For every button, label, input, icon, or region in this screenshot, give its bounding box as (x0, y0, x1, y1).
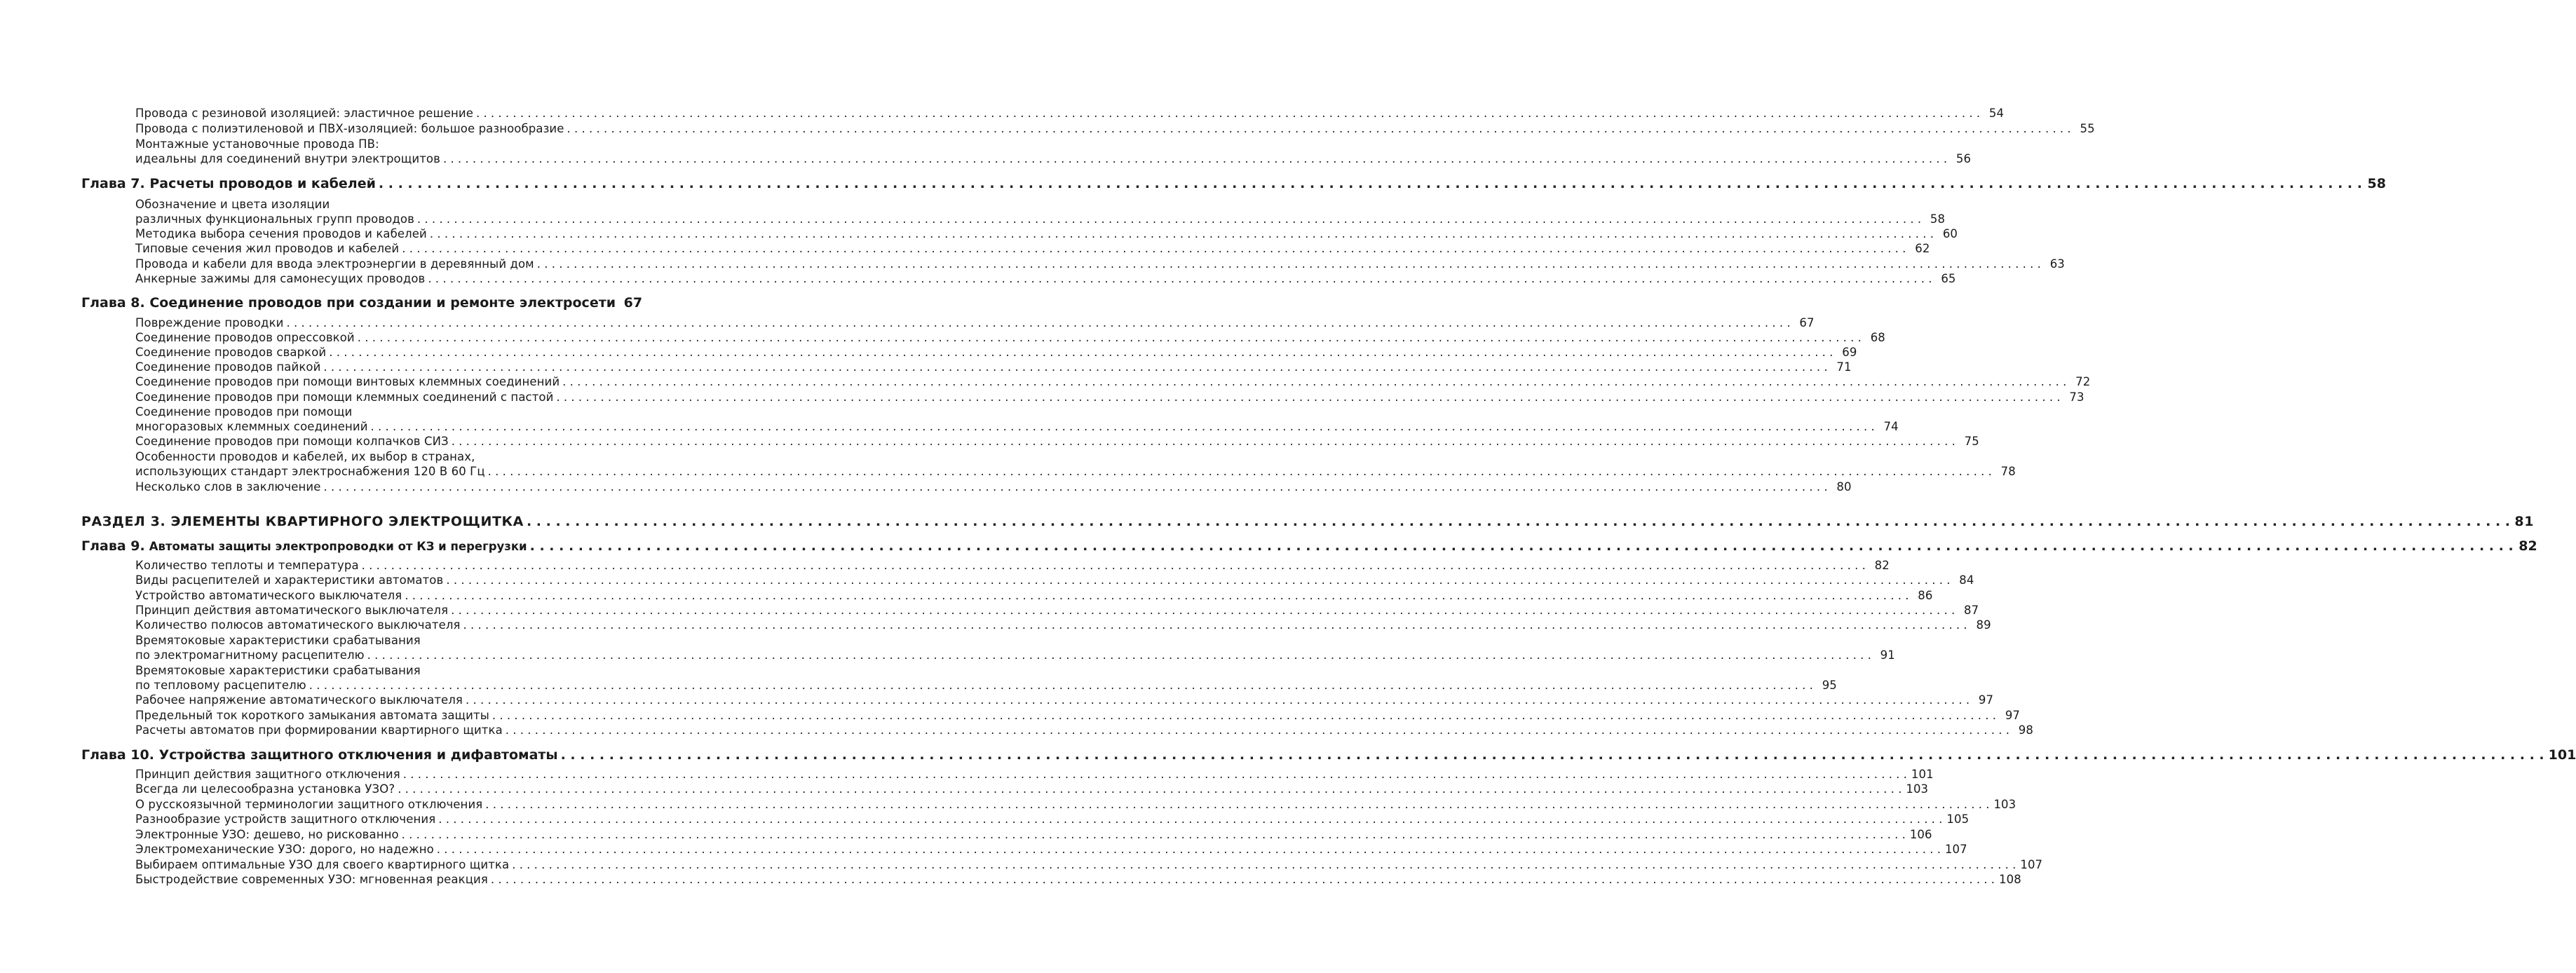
toc-entry-title: О русскоязычной терминологии защитного отключения (135, 798, 483, 811)
dot-leader (367, 650, 1871, 662)
toc-entry[interactable] (135, 559, 1890, 572)
toc-entry-title: Повреждение проводки (135, 316, 284, 329)
dot-leader (417, 214, 1921, 226)
dot-leader (492, 710, 1996, 722)
toc-entry-page: 80 (1836, 480, 1852, 494)
toc-entry-page: 67 (1799, 316, 1815, 329)
toc-entry-page: 107 (2020, 858, 2043, 871)
dot-leader (537, 259, 2041, 271)
toc-entry-title: Провода с полиэтиленовой и ПВХ-изоляцией: большое разнообразие (135, 122, 564, 135)
dot-leader (452, 436, 1955, 448)
toc-entry-title: Провода с резиновой изоляцией: эластичное решение (135, 107, 473, 120)
toc-entry-title: по электромагнитному расцепителю (135, 648, 365, 662)
toc-entry-page: 55 (2080, 122, 2095, 135)
dot-leader (530, 540, 2514, 553)
dot-leader (438, 814, 1942, 826)
toc-entry-title-line1: Монтажные установочные провода ПВ: (135, 137, 379, 151)
dot-leader (466, 695, 1970, 707)
toc-entry[interactable] (135, 480, 1852, 494)
toc-entry-title: различных функциональных групп проводов (135, 212, 414, 226)
dot-leader (402, 829, 1906, 841)
toc-entry[interactable] (135, 122, 2095, 135)
toc-entry[interactable] (135, 648, 1895, 662)
dot-leader (405, 590, 1909, 602)
toc-entry[interactable] (135, 573, 1974, 587)
toc-entry-title: Количество теплоты и температура (135, 559, 359, 572)
toc-entry[interactable] (135, 723, 2033, 737)
toc-entry[interactable] (135, 618, 1991, 632)
dot-leader (488, 466, 1992, 478)
toc-entry-line1[interactable] (135, 407, 602, 419)
toc-entry-title: Выбираем оптимальные УЗО для своего квартирного щитка (135, 858, 510, 871)
dot-leader (491, 874, 1995, 886)
dot-leader (443, 154, 1947, 165)
toc-entry-page: 98 (2018, 723, 2033, 737)
toc-entry[interactable] (135, 316, 1815, 329)
toc-entry[interactable] (135, 828, 1932, 841)
toc-entry-page: 106 (1909, 828, 1932, 841)
toc-entry-page: 82 (1874, 559, 1890, 572)
toc-entry[interactable] (135, 873, 2021, 886)
dot-leader (476, 108, 1980, 120)
dot-leader (428, 273, 1932, 285)
dot-leader (286, 318, 1790, 329)
toc-entry[interactable] (135, 242, 1930, 255)
dot-leader (527, 515, 2510, 529)
toc-entry-title: Предельный ток короткого замыкания автомата защиты (135, 709, 489, 722)
toc-entry-title: Разнообразие устройств защитного отключения (135, 812, 436, 826)
toc-entry-title: Типовые сечения жил проводов и кабелей (135, 242, 400, 255)
toc-entry-line1[interactable] (135, 451, 602, 463)
toc-entry-page: 95 (1822, 679, 1837, 692)
section-title: РАЗДЕЛ 3. ЭЛЕМЕНТЫ КВАРТИРНОГО ЭЛЕКТРОЩИТКА (81, 514, 524, 529)
chapter-title: Глава 8. Соединение проводов при создании и ремонте электросети (81, 295, 616, 311)
chapter-title: Автоматы защиты электропроводки от КЗ и перегрузки (149, 540, 527, 553)
toc-entry[interactable] (135, 812, 1970, 826)
toc-entry-page: 105 (1946, 812, 1970, 826)
toc-entry[interactable] (135, 331, 1885, 344)
chapter-8-heading[interactable] (81, 295, 643, 311)
dot-leader (323, 482, 1827, 494)
toc-entry[interactable] (135, 693, 1994, 707)
dot-leader (485, 799, 1989, 811)
toc-entry-title: Расчеты автоматов при формировании квартирного щитка (135, 723, 503, 737)
toc-entry-title: Соединение проводов при помощи клеммных соединений с пастой (135, 390, 554, 404)
toc-entry-title: Быстродействие современных УЗО: мгновенная реакция (135, 873, 488, 886)
chapter-9-heading[interactable] (81, 538, 2537, 554)
dot-leader (446, 575, 1950, 587)
toc-entry-page: 84 (1959, 573, 1974, 587)
dot-leader (329, 347, 1833, 359)
toc-entry-title: Электромеханические УЗО: дорого, но надежно (135, 843, 434, 856)
chapter-page: 82 (2519, 538, 2537, 554)
toc-entry[interactable] (135, 360, 1852, 374)
chapter-10-heading[interactable] (81, 747, 2576, 763)
toc-entry[interactable] (135, 709, 2021, 722)
toc-entry-page: 89 (1976, 618, 1991, 632)
toc-entry-title: Соединение проводов при помощи винтовых клеммных соединений (135, 375, 560, 388)
toc-entry-title: Электронные УЗО: дешево, но рискованно (135, 828, 399, 841)
toc-entry-page: 56 (1955, 152, 1972, 165)
toc-entry-title-line1: Времятоковые характеристики срабатывания (135, 664, 421, 677)
toc-entry-title-line1: Обозначение и цвета изоляции (135, 198, 330, 211)
toc-entry-title: Соединение проводов сваркой (135, 346, 327, 359)
dot-leader (379, 177, 2362, 191)
toc-entry-page: 71 (1836, 360, 1852, 374)
toc-entry[interactable] (135, 435, 1979, 448)
toc-entry-page: 75 (1964, 435, 1979, 448)
toc-entry-title: Виды расцепителей и характеристики автоматов (135, 573, 444, 587)
toc-entry[interactable] (135, 604, 1979, 617)
toc-entry-page: 58 (1930, 212, 1946, 226)
toc-entry[interactable] (135, 272, 1956, 285)
toc-entry-page: 78 (2000, 465, 2016, 478)
toc-entry[interactable] (135, 798, 2016, 811)
toc-entry-title: Несколько слов в заключение (135, 480, 321, 494)
chapter-title: Глава 10. Устройства защитного отключения и дифавтоматы (81, 747, 558, 763)
dot-leader (398, 784, 1902, 796)
chapter-page: 58 (2367, 176, 2386, 191)
dot-leader (362, 560, 1866, 572)
toc-entry-page: 103 (1993, 798, 2016, 811)
toc-entry-page: 60 (1942, 227, 1958, 240)
toc-entry-line1[interactable] (135, 139, 602, 151)
chapter-7-heading[interactable] (81, 176, 2386, 191)
toc-entry-page: 86 (1918, 589, 1933, 602)
toc-entry[interactable] (135, 390, 2084, 404)
dot-leader (371, 421, 1875, 433)
toc-entry[interactable] (135, 679, 1837, 692)
dot-leader (556, 392, 2060, 404)
dot-leader (402, 243, 1906, 255)
toc-entry-page: 97 (2005, 709, 2021, 722)
toc-entry-title: Устройство автоматического выключателя (135, 589, 402, 602)
toc-entry-page: 62 (1915, 242, 1930, 255)
dot-leader (463, 620, 1967, 632)
dot-leader (506, 725, 2009, 737)
toc-entry-page: 107 (1944, 843, 1967, 856)
toc-entry-page: 103 (1906, 782, 1929, 796)
dot-leader (309, 680, 1813, 692)
toc-entry-title: Принцип действия автоматического выключателя (135, 604, 449, 617)
toc-entry-title: идеальны для соединений внутри электрощитов (135, 152, 440, 165)
toc-entry-page: 54 (1988, 107, 2005, 120)
toc-entry-page: 101 (1911, 768, 1934, 781)
dot-leader (562, 376, 2066, 388)
toc-entry-page: 63 (2049, 257, 2065, 271)
dot-leader (437, 844, 1941, 856)
toc-entry[interactable] (135, 346, 1857, 359)
dot-leader (403, 769, 1907, 781)
toc-entry-page: 74 (1883, 420, 1899, 433)
toc-entry[interactable] (135, 465, 2016, 478)
toc-entry[interactable] (135, 375, 2091, 388)
dot-leader (323, 362, 1827, 374)
toc-entry-title: Соединение проводов опрессовкой (135, 331, 355, 344)
chapter-title: Глава 7. Расчеты проводов и кабелей (81, 176, 376, 191)
toc-entry[interactable] (135, 782, 1929, 796)
toc-entry-page: 91 (1880, 648, 1895, 662)
toc-entry[interactable] (135, 212, 1946, 226)
toc-entry-page: 72 (2075, 375, 2091, 388)
toc-entry[interactable] (135, 420, 1899, 433)
chapter-label: Глава 9. (81, 538, 145, 554)
toc-entry-line1[interactable] (135, 199, 602, 211)
toc-entry[interactable] (135, 152, 1972, 165)
dot-leader (358, 332, 1862, 344)
toc-entry-title-line1: Особенности проводов и кабелей, их выбор в странах, (135, 450, 475, 463)
toc-entry-page: 65 (1941, 272, 1956, 285)
toc-entry[interactable] (135, 858, 2043, 871)
toc-entry-line1[interactable] (135, 665, 602, 677)
toc-entry[interactable] (135, 843, 1967, 856)
toc-entry-title: по тепловому расцепителю (135, 679, 306, 692)
toc-entry-title: Принцип действия защитного отключения (135, 768, 400, 781)
toc-entry-page: 73 (2069, 390, 2084, 404)
toc-entry[interactable] (135, 768, 1934, 781)
toc-entry-page: 69 (1842, 346, 1857, 359)
dot-leader (430, 229, 1934, 240)
toc-entry-page: 97 (1978, 693, 1994, 707)
toc-entry-line1[interactable] (135, 635, 602, 647)
toc-entry-title: Количество полюсов автоматического выключателя (135, 618, 461, 632)
toc-entry[interactable] (135, 257, 2065, 271)
toc-entry-title: Соединение проводов при помощи колпачков СИЗ (135, 435, 449, 448)
toc-entry-title: многоразовых клеммных соединений (135, 420, 368, 433)
toc-entry[interactable] (135, 107, 2005, 120)
toc-entry-page: 68 (1870, 331, 1885, 344)
chapter-page: 67 (623, 295, 643, 311)
dot-leader (451, 605, 1955, 617)
toc-entry-title-line1: Соединение проводов при помощи (135, 405, 353, 419)
dot-leader (512, 859, 2016, 871)
toc-entry-title: Провода и кабели для ввода электроэнергии в деревянный дом (135, 257, 534, 271)
dot-leader (561, 749, 2544, 762)
section-page: 81 (2514, 514, 2535, 529)
toc-entry[interactable] (135, 227, 1958, 240)
toc-entry-title-line1: Времятоковые характеристики срабатывания (135, 634, 421, 647)
section-3-heading[interactable] (81, 514, 2535, 529)
dot-leader (567, 123, 2071, 135)
toc-entry-title: Рабочее напряжение автоматического выключателя (135, 693, 463, 707)
toc-entry-title: Соединение проводов пайкой (135, 360, 321, 374)
toc-entry-title: Всегда ли целесообразна установка УЗО? (135, 782, 395, 796)
toc-entry-title: Анкерные зажимы для самонесущих проводов (135, 272, 426, 285)
toc-entry-page: 108 (1999, 873, 2021, 886)
toc-entry-page: 87 (1964, 604, 1979, 617)
toc-entry-title: использующих стандарт электроснабжения 120 В 60 Гц (135, 465, 485, 478)
toc-entry-title: Методика выбора сечения проводов и кабелей (135, 227, 427, 240)
chapter-page: 101 (2548, 747, 2576, 763)
toc-entry[interactable] (135, 589, 1933, 602)
